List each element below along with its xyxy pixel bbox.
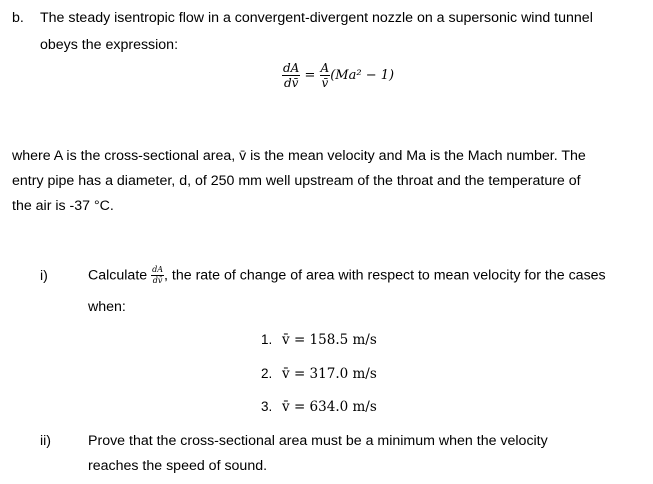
description-line-1: where A is the cross-sectional area, v̄ is the mean velocity and Ma is the Mach number. The	[12, 148, 586, 164]
equals-sign: =	[304, 68, 316, 83]
part-i-text-before: Calculate	[88, 267, 148, 284]
question-label: b.	[12, 10, 24, 26]
description-line-2: entry pipe has a diameter, d, of 250 mm well upstream of the throat and the temperature of	[12, 173, 581, 189]
case-number: 1.	[261, 332, 273, 347]
case-expression: v̄ = 158.5 m/s	[282, 332, 377, 348]
part-ii-line-2: reaches the speed of sound.	[88, 458, 268, 474]
part-i-line-1	[88, 266, 606, 285]
intro-line-2: obeys the expression:	[40, 37, 179, 53]
case-item	[261, 332, 377, 348]
part-i-fraction	[151, 266, 164, 285]
part-i-text-after: , the rate of change of area with respect to mean velocity for the cases	[164, 267, 606, 284]
part-i-frac-numerator: dA	[152, 265, 164, 274]
case-expression: v̄ = 317.0 m/s	[282, 366, 377, 382]
part-ii-line-1: Prove that the cross-sectional area must be a minimum when the velocity	[88, 433, 548, 449]
nozzle-equation	[282, 62, 394, 89]
case-item	[261, 399, 377, 415]
rhs-denominator: v̄	[321, 76, 329, 90]
part-ii-label: ii)	[40, 433, 52, 449]
case-number: 3.	[261, 399, 273, 414]
rhs-tail: (Ma² − 1)	[330, 68, 395, 83]
case-number: 2.	[261, 366, 273, 381]
lhs-numerator: dA	[283, 61, 300, 75]
part-i-line-2: when:	[88, 299, 126, 315]
intro-line-1: The steady isentropic flow in a convergent-divergent nozzle on a supersonic wind tunnel	[40, 10, 593, 26]
case-expression: v̄ = 634.0 m/s	[282, 399, 377, 415]
description-line-3: the air is -37 °C.	[12, 198, 114, 214]
part-i-label: i)	[40, 268, 48, 284]
rhs-fraction	[320, 62, 331, 89]
case-item	[261, 366, 377, 382]
lhs-denominator: dv̄	[283, 76, 299, 90]
lhs-fraction	[282, 62, 300, 89]
part-i-frac-denominator: dv̄	[152, 276, 163, 285]
rhs-numerator: A	[320, 61, 330, 75]
